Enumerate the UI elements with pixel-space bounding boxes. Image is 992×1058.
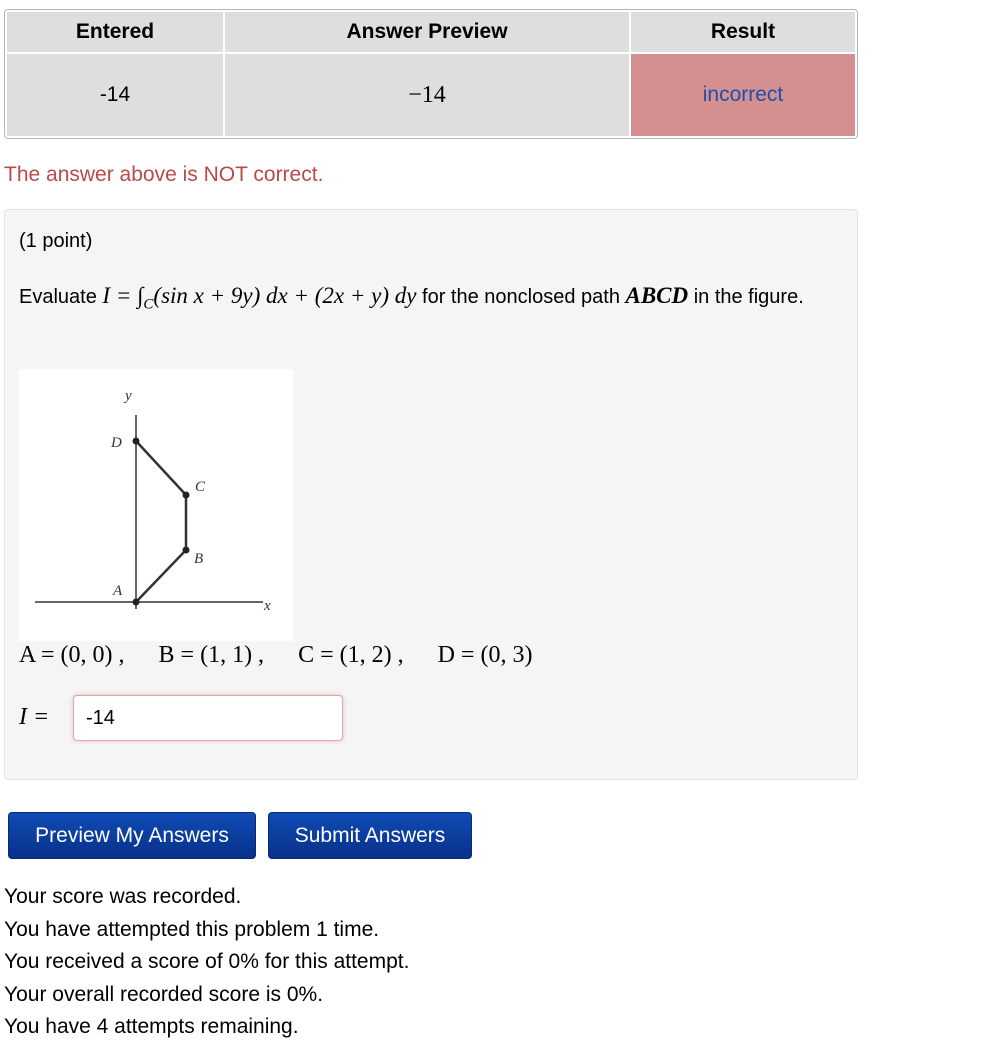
answer-label: I = — [19, 704, 50, 730]
integral-expression: I = ∫ — [102, 283, 144, 308]
entered-value: -14 — [7, 54, 223, 136]
answer-preview-value: −14 — [225, 54, 629, 136]
statement-suffix: in the figure. — [693, 286, 804, 308]
results-table — [4, 9, 858, 139]
score-line: You have attempted this problem 1 time. — [4, 917, 380, 941]
x-axis-label: x — [264, 598, 271, 614]
point-a — [133, 599, 140, 606]
statement-mid: for the nonclosed path — [422, 286, 620, 308]
problem-box — [4, 209, 858, 780]
point-c — [183, 492, 190, 499]
path-figure — [19, 369, 293, 641]
result-status: incorrect — [631, 54, 855, 136]
incorrect-notice: The answer above is NOT correct. — [4, 163, 324, 186]
integrand: (sin x + 9y) dx + (2x + y) dy — [153, 283, 417, 308]
score-summary — [4, 881, 409, 1044]
y-axis-label: y — [125, 388, 132, 404]
answer-input[interactable] — [73, 695, 343, 741]
problem-points: (1 point) — [19, 230, 93, 252]
integral-symbol — [102, 283, 154, 313]
header-result: Result — [631, 12, 855, 52]
problem-statement — [19, 278, 849, 323]
header-entered: Entered — [7, 12, 223, 52]
point-coordinates — [19, 642, 566, 669]
submit-answers-button[interactable]: Submit Answers — [268, 812, 472, 859]
point-b — [183, 547, 190, 554]
label-d: D — [111, 435, 122, 451]
integral-subscript: C — [143, 296, 154, 313]
label-b: B — [194, 551, 204, 567]
statement-prefix: Evaluate — [19, 286, 97, 308]
path-figure-svg — [19, 369, 293, 641]
score-line: You have 4 attempts remaining. — [4, 1015, 299, 1038]
coord-a: A = (0, 0) , — [19, 642, 125, 668]
label-a: A — [113, 583, 123, 599]
path-name: ABCD — [625, 283, 689, 308]
coord-b: B = (1, 1) , — [158, 642, 265, 668]
path-abcd — [136, 441, 186, 602]
label-c: C — [195, 479, 206, 495]
coord-d: D = (0, 3) — [437, 642, 533, 668]
header-answer-preview: Answer Preview — [225, 12, 629, 52]
point-d — [133, 438, 140, 445]
score-line: Your score was recorded. — [4, 885, 242, 908]
preview-answers-button[interactable]: Preview My Answers — [8, 812, 256, 859]
coord-c: C = (1, 2) , — [298, 642, 404, 668]
score-line: You received a score of 0% for this attempt. — [4, 950, 410, 973]
score-line: Your overall recorded score is 0%. — [4, 982, 324, 1006]
